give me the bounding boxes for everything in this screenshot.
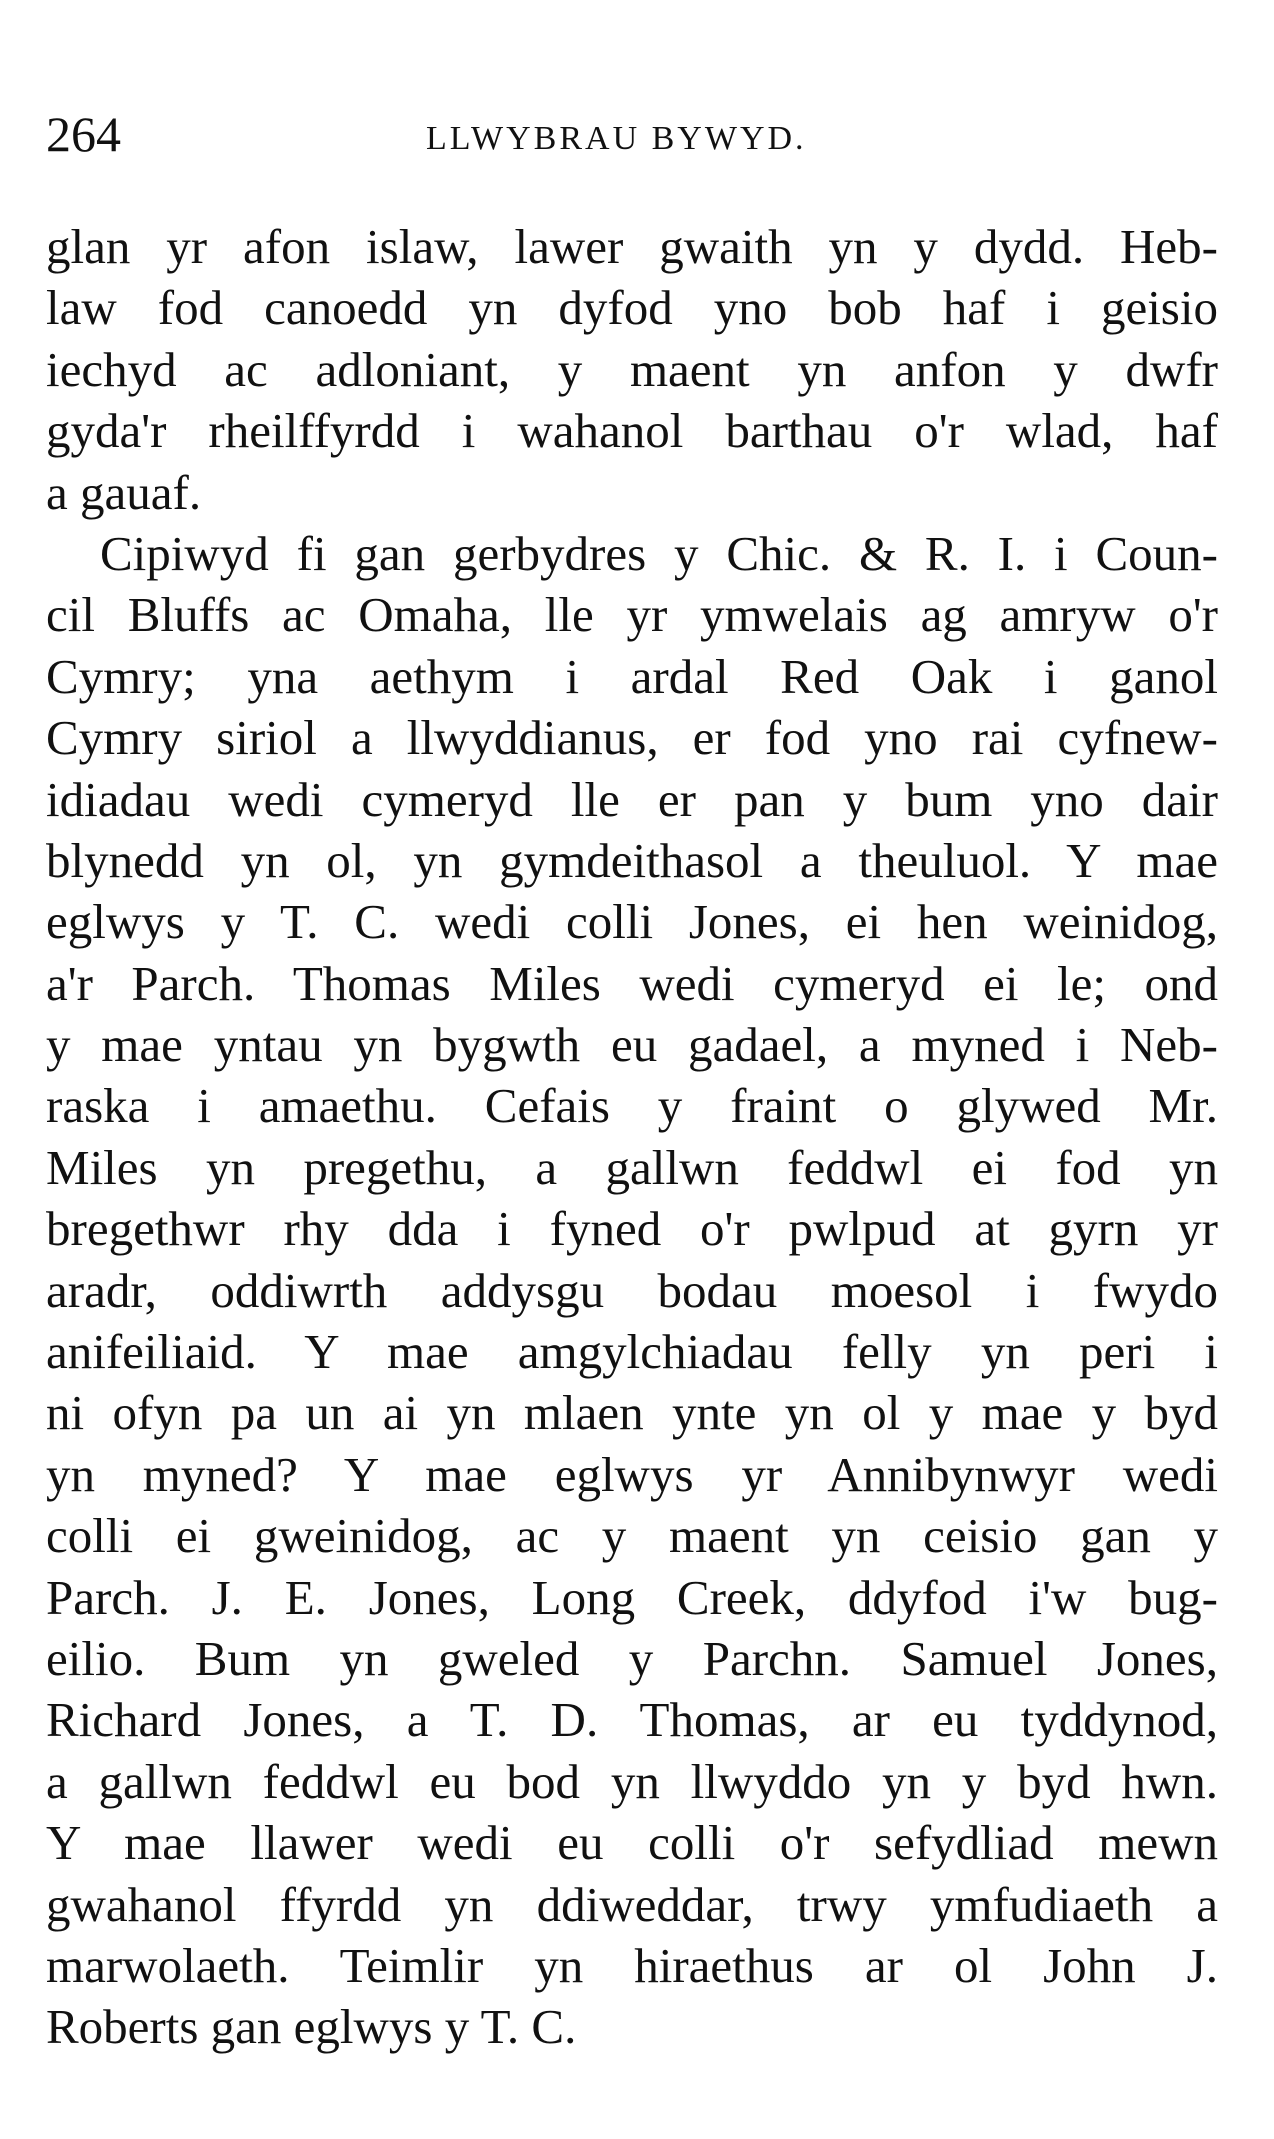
text-line: bregethwr rhy dda i fyned o'r pwlpud at gyrn yr [46,1201,1218,1257]
page-number: 264 [46,106,121,162]
page-header [46,104,1218,174]
running-title: LLWYBRAU BYWYD. [426,120,807,157]
text-line: Miles yn pregethu, a gallwn feddwl ei fod yn [46,1139,1218,1195]
text-line: gyda'r rheilffyrdd i wahanol barthau o'r wlad, haf [46,403,1218,459]
text-line: idiadau wedi cymeryd lle er pan y bum yno dair [46,771,1218,827]
text-line: iechyd ac adloniant, y maent yn anfon y dwfr [46,341,1218,397]
body-text [46,216,1218,2058]
text-line: Richard Jones, a T. D. Thomas, ar eu tyddynod, [46,1692,1218,1748]
text-line: Parch. J. E. Jones, Long Creek, ddyfod i'w bug- [46,1569,1218,1625]
text-line: a gauaf. [46,464,202,520]
text-line: a'r Parch. Thomas Miles wedi cymeryd ei le; ond [46,955,1218,1011]
text-line: yn myned? Y mae eglwys yr Annibynwyr wedi [46,1446,1218,1502]
text-line: cil Bluffs ac Omaha, lle yr ymwelais ag amryw o'r [46,587,1218,643]
text-line: raska i amaethu. Cefais y fraint o glywed Mr. [46,1078,1218,1134]
text-line: anifeiliaid. Y mae amgylchiadau felly yn peri i [46,1324,1218,1380]
text-line: glan yr afon islaw, lawer gwaith yn y dydd. Heb- [46,219,1218,274]
text-line: Cymry; yna aethym i ardal Red Oak i ganol [46,648,1218,704]
text-line: a gallwn feddwl eu bod yn llwyddo yn y byd hwn. [46,1753,1218,1809]
text-line: Roberts gan eglwys y T. C. [46,1999,577,2055]
text-line: colli ei gweinidog, ac y maent yn ceisio gan y [46,1508,1218,1564]
text-line: eilio. Bum yn gweled y Parchn. Samuel Jones, [46,1630,1218,1686]
text-line: Cymry siriol a llwyddianus, er fod yno rai cyfnew- [46,710,1218,766]
text-line: Cipiwyd fi gan gerbydres y Chic. & R. I. i Coun- [100,525,1218,581]
text-line: y mae yntau yn bygwth eu gadael, a myned i Neb- [46,1017,1218,1073]
text-line: marwolaeth. Teimlir yn hiraethus ar ol John J. [46,1937,1218,1993]
text-line: aradr, oddiwrth addysgu bodau moesol i fwydo [46,1262,1218,1318]
text-line: eglwys y T. C. wedi colli Jones, ei hen weinidog, [46,894,1218,950]
text-line: gwahanol ffyrdd yn ddiweddar, trwy ymfudiaeth a [46,1876,1218,1932]
text-line: law fod canoedd yn dyfod yno bob haf i geisio [46,280,1218,336]
text-line: blynedd yn ol, yn gymdeithasol a theuluol. Y mae [46,832,1218,888]
text-line: ni ofyn pa un ai yn mlaen ynte yn ol y mae y byd [46,1385,1218,1441]
text-line: Y mae llawer wedi eu colli o'r sefydliad mewn [46,1815,1218,1871]
